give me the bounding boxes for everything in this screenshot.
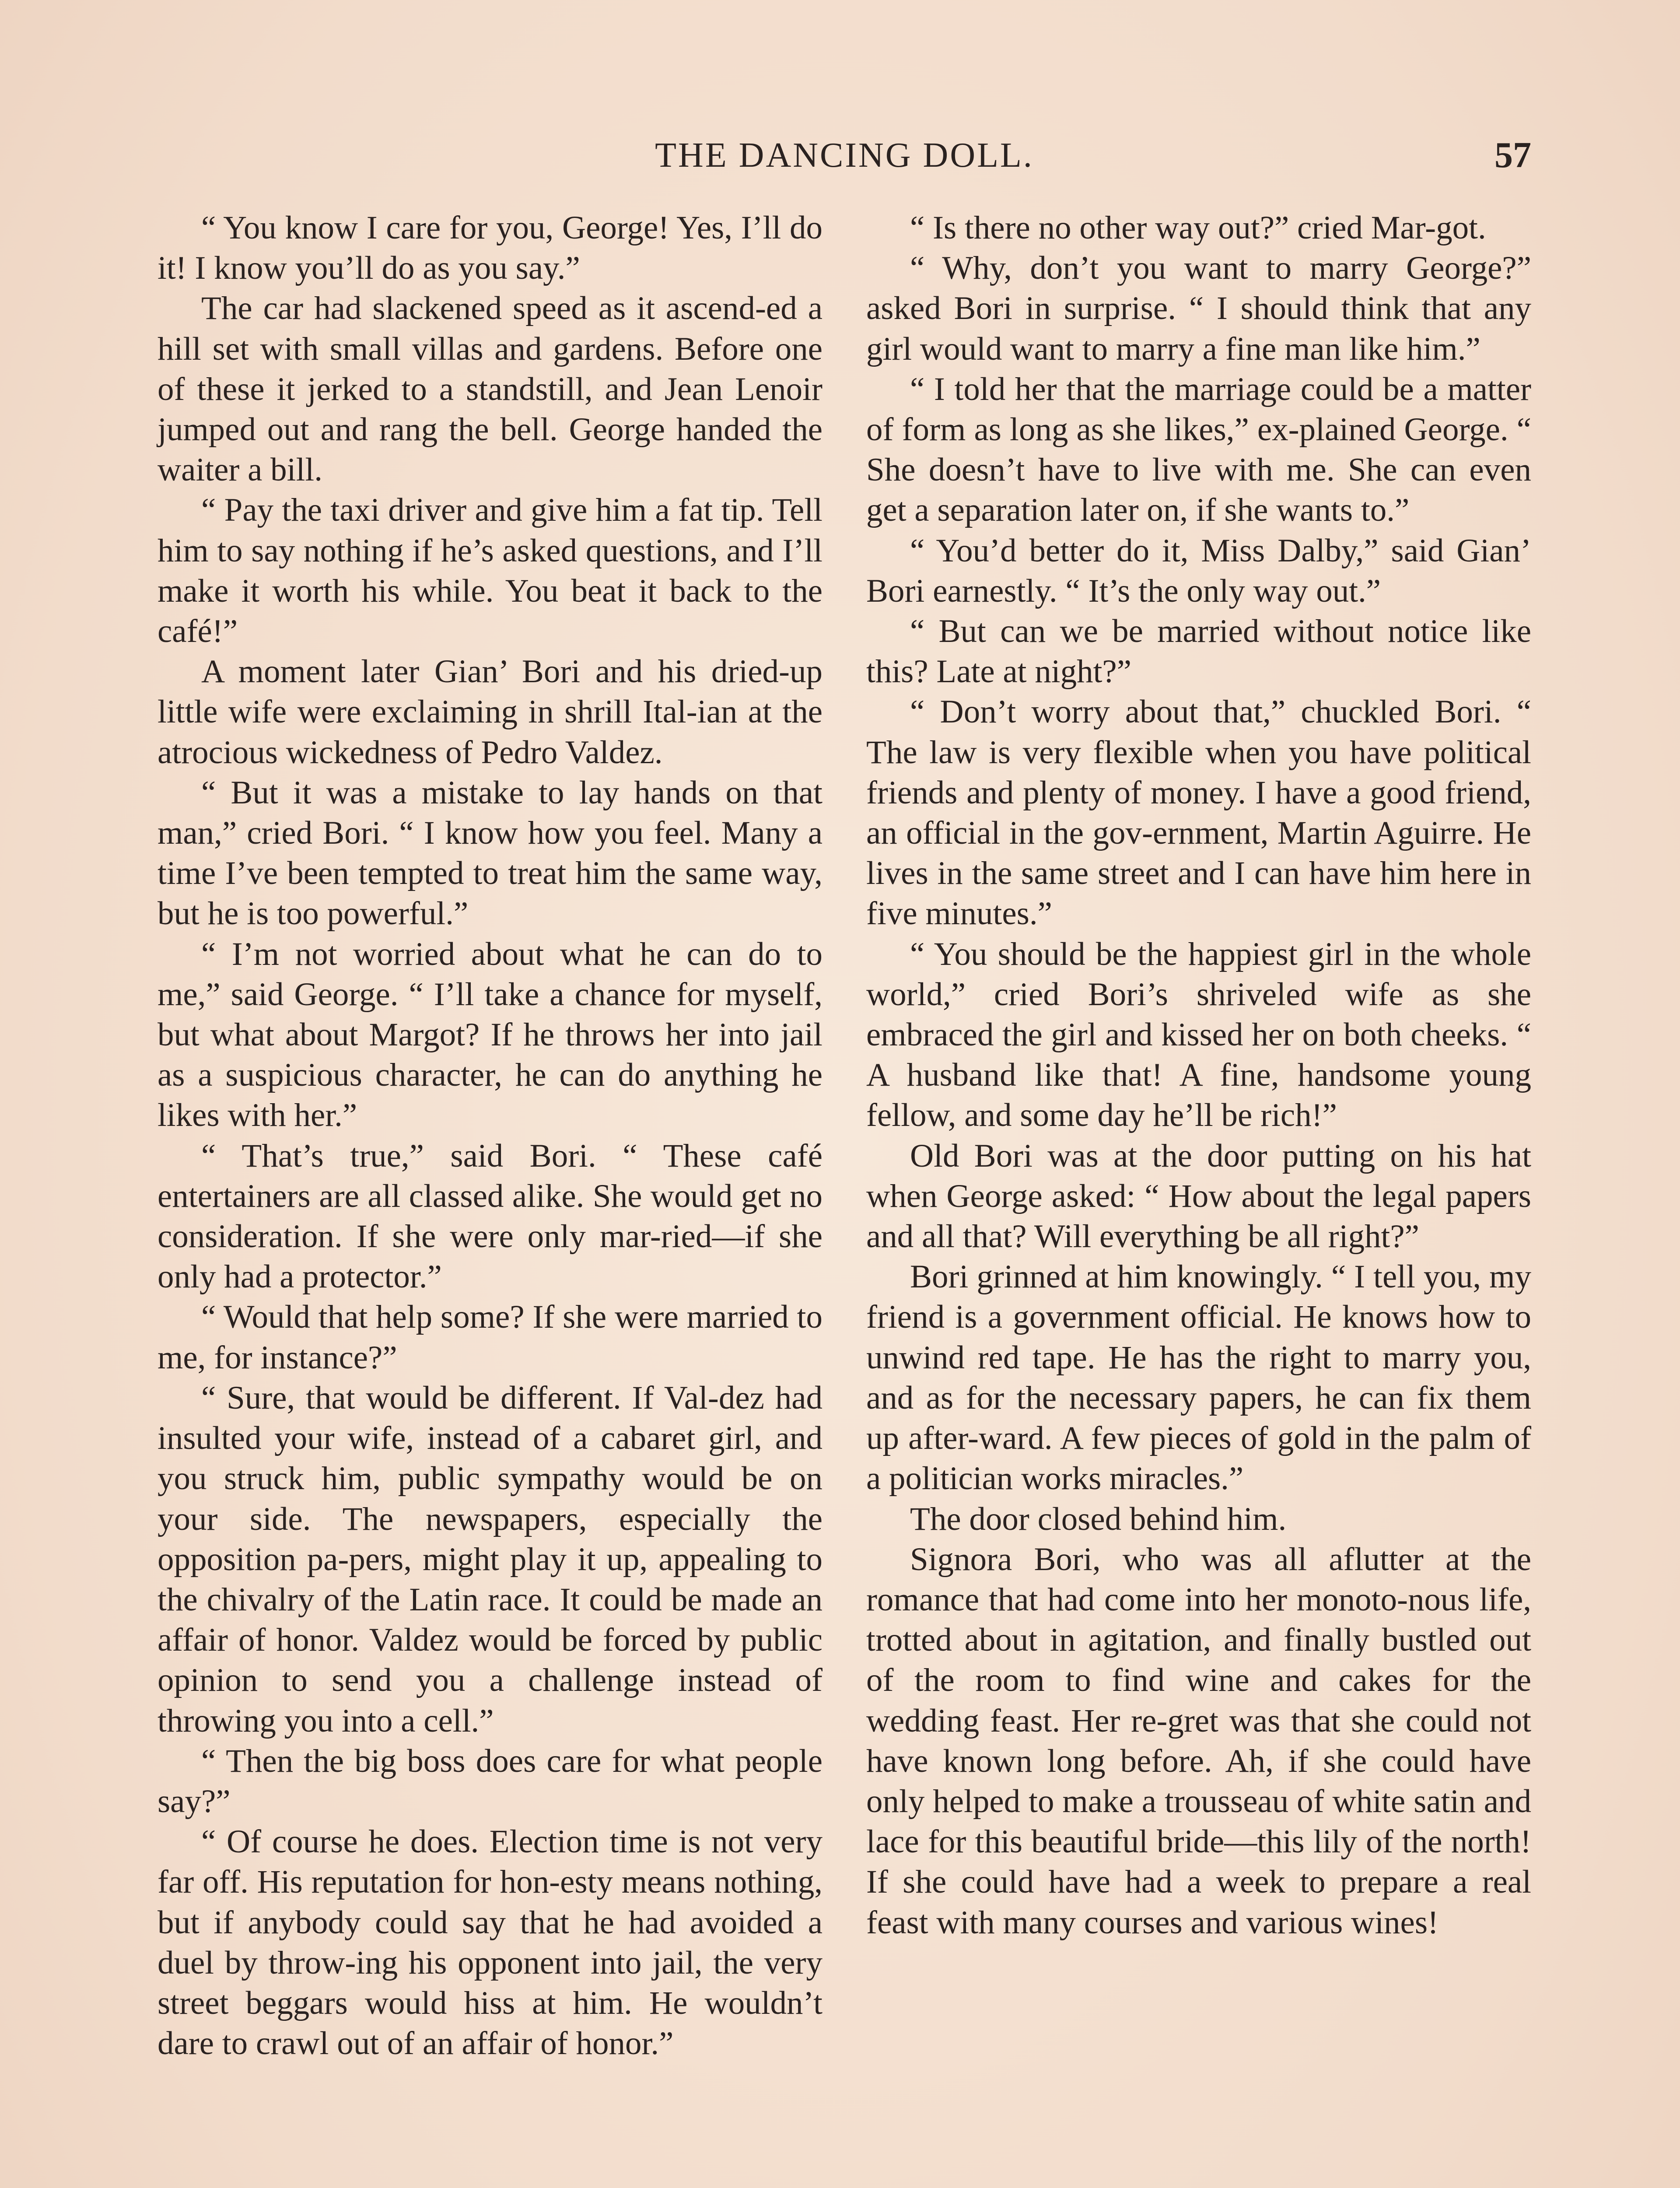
paragraph: “ Then the big boss does care for what people say?”	[158, 1743, 822, 1820]
paragraph: Signora Bori, who was all aflutter at the romance that had come into her monoto-nous life, trotted about in agitation, and finally bustled out of the room to find wine and cakes for the wedding feast. Her re-gret was that she could not have known long before. Ah, if she could have only helped to make a trousseau of white satin and lace for this beautiful bride—this lily of the north! If she could have had a week to prepare a real feast with many courses and various wines!	[866, 1541, 1531, 1941]
paragraph: “ Is there no other way out?” cried Mar-got.	[910, 210, 1486, 246]
paragraph: “ Don’t worry about that,” chuckled Bori. “ The law is very flexible when you have political friends and plenty of money. I have a good friend, an official in the gov-ernment, Martin Aguirre. He lives in the same street and I can have him here in five minutes.”	[866, 694, 1531, 932]
paragraph: “ Would that help some? If she were married to me, for instance?”	[158, 1299, 822, 1376]
paragraph: “ That’s true,” said Bori. “ These café entertainers are all classed alike. She would get no consideration. If she were only mar-ried—if she only had a protector.”	[158, 1137, 822, 1295]
paragraph: “ You know I care for you, George! Yes, I’ll do it! I know you’ll do as you say.”	[158, 210, 822, 287]
paragraph: “ Of course he does. Election time is not very far off. His reputation for hon-esty means nothing, but if anybody could say that he had avoided a duel by throw-ing his opponent into jail, the very street beggars would hiss at him. He wouldn’t dare to crawl out of an affair of honor.”	[158, 1823, 822, 2062]
paragraph: “ You should be the happiest girl in the whole world,” cried Bori’s shriveled wife as she embraced the girl and kissed her on both cheeks. “ A husband like that! A fine, handsome young fellow, and some day he’ll be rich!”	[866, 936, 1531, 1134]
page-number: 57	[1494, 135, 1531, 175]
paragraph: “ You’d better do it, Miss Dalby,” said Gian’ Bori earnestly. “ It’s the only way out.”	[866, 532, 1531, 609]
paragraph: “ But it was a mistake to lay hands on that man,” cried Bori. “ I know how you feel. Many a time I’ve been tempted to treat him the same way, but he is too powerful.”	[158, 774, 822, 932]
right-text-column	[866, 208, 1531, 1943]
running-title: THE DANCING DOLL.	[655, 136, 1034, 175]
paragraph: “ Why, don’t you want to marry George?” asked Bori in surprise. “ I should think that any girl would want to marry a fine man like him.”	[866, 250, 1531, 367]
left-text-column	[158, 208, 822, 2064]
paragraph: “ Pay the taxi driver and give him a fat tip. Tell him to say nothing if he’s asked questions, and I’ll make it worth his while. You beat it back to the café!”	[158, 492, 822, 650]
paragraph: “ Sure, that would be different. If Val-dez had insulted your wife, instead of a cabaret girl, and you struck him, public sympathy would be on your side. The newspapers, especially the opposition pa-pers, might play it up, appealing to the chivalry of the Latin race. It could be made an affair of honor. Valdez would be forced by public opinion to send you a challenge instead of throwing you into a cell.”	[158, 1379, 822, 1739]
paragraph: “ I told her that the marriage could be a matter of form as long as she likes,” ex-plained George. “ She doesn’t have to live with me. She can even get a separation later on, if she wants to.”	[866, 371, 1531, 529]
paragraph: The door closed behind him.	[910, 1501, 1287, 1537]
page-header	[158, 131, 1531, 179]
paragraph: Bori grinned at him knowingly. “ I tell you, my friend is a government official. He knows how to unwind red tape. He has the right to marry you, and as for the necessary papers, he can fix them up after-ward. A few pieces of gold in the palm of a politician works miracles.”	[866, 1259, 1531, 1497]
paragraph: Old Bori was at the door putting on his hat when George asked: “ How about the legal papers and all that? Will everything be all right?”	[866, 1137, 1531, 1255]
paragraph: A moment later Gian’ Bori and his dried-up little wife were exclaiming in shrill Ital-ian at the atrocious wickedness of Pedro Valdez.	[158, 653, 822, 771]
paragraph: “ But can we be married without notice like this? Late at night?”	[866, 613, 1531, 690]
paragraph: The car had slackened speed as it ascend-ed a hill set with small villas and gardens. Before one of these it jerked to a standstill, and Jean Lenoir jumped out and rang the bell. George handed the waiter a bill.	[158, 290, 822, 488]
paragraph: “ I’m not worried about what he can do to me,” said George. “ I’ll take a chance for myself, but what about Margot? If he throws her into jail as a suspicious character, he can do anything he likes with her.”	[158, 936, 822, 1134]
